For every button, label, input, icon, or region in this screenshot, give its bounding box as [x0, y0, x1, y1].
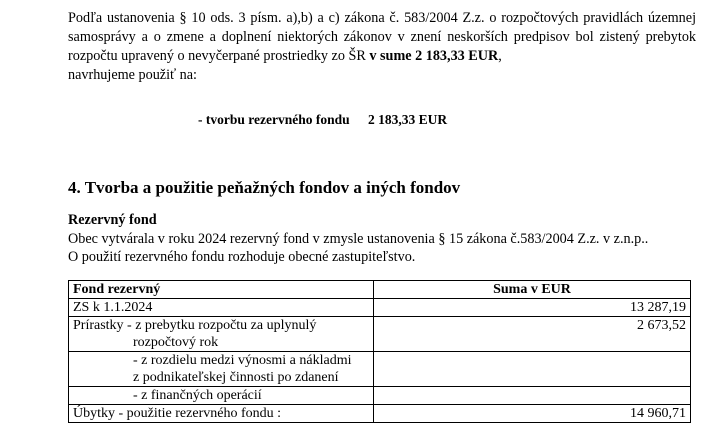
header-fund-name: Fond rezervný	[69, 281, 374, 299]
row-label-line: ZS k 1.1.2024	[73, 300, 153, 315]
reserve-fund-table	[68, 280, 691, 423]
intro-surplus-amount: v sume 2 183,33 EUR	[369, 48, 499, 64]
row-label-line: - z finančných operácií	[133, 388, 262, 403]
intro-line-1: Podľa ustanovenia § 10 ods. 3 písm. a),b) a c) zákona č. 583/2004 Z.z. o rozpočtových pravidlách	[68, 10, 644, 26]
row-value: 14 960,71	[374, 405, 691, 423]
header-amount: Suma v EUR	[374, 281, 691, 299]
reserve-fund-description	[68, 230, 698, 266]
row-label-line: Úbytky - použitie rezervného fondu :	[73, 406, 281, 421]
table-row	[69, 317, 691, 352]
allocation-label: - tvorbu rezervného fondu	[198, 112, 350, 127]
row-value	[374, 352, 691, 387]
intro-line-3-prefix: zistený prebytok rozpočtu upravený o nevyčerpané prostriedky zo ŠR	[68, 29, 697, 64]
description-line-1: Obec vytvárala v roku 2024 rezervný fond v zmysle ustanovenia § 15 zákona č.583/2004 Z.z. v z.n.p..	[68, 231, 649, 247]
intro-paragraph	[68, 9, 696, 85]
allocation-line	[198, 112, 448, 128]
table-row	[69, 299, 691, 317]
row-label	[69, 317, 374, 352]
row-value: 13 287,19	[374, 299, 691, 317]
allocation-amount: 2 183,33 EUR	[368, 112, 448, 127]
reserve-fund-subheading: Rezervný fond	[68, 212, 157, 228]
row-label	[69, 387, 374, 405]
section-heading: 4. Tvorba a použitie peňažných fondov a iných fondov	[68, 178, 461, 197]
row-label-line: - z rozdielu medzi výnosmi a nákladmi	[133, 353, 352, 368]
row-label	[69, 299, 374, 317]
intro-line-3-suffix: ,	[498, 48, 502, 64]
row-label-line: rozpočtový rok	[133, 335, 219, 350]
table-header-row	[69, 281, 691, 299]
row-label-line: Prírastky - z prebytku rozpočtu za uplynulý	[73, 318, 317, 333]
description-line-2: O použití rezervného fondu rozhoduje obecné zastupiteľstvo.	[68, 249, 416, 265]
intro-line-2: územnej samosprávy a o zmene a doplnení niektorých zákonov v znení neskorších predpisov bol	[68, 10, 697, 45]
row-value	[374, 387, 691, 405]
row-value: 2 673,52	[374, 317, 691, 352]
row-label	[69, 352, 374, 387]
table-row	[69, 352, 691, 387]
row-label-line: z podnikateľskej činnosti po zdanení	[133, 370, 339, 385]
table-row	[69, 387, 691, 405]
intro-line-4: navrhujeme použiť na:	[68, 67, 197, 83]
